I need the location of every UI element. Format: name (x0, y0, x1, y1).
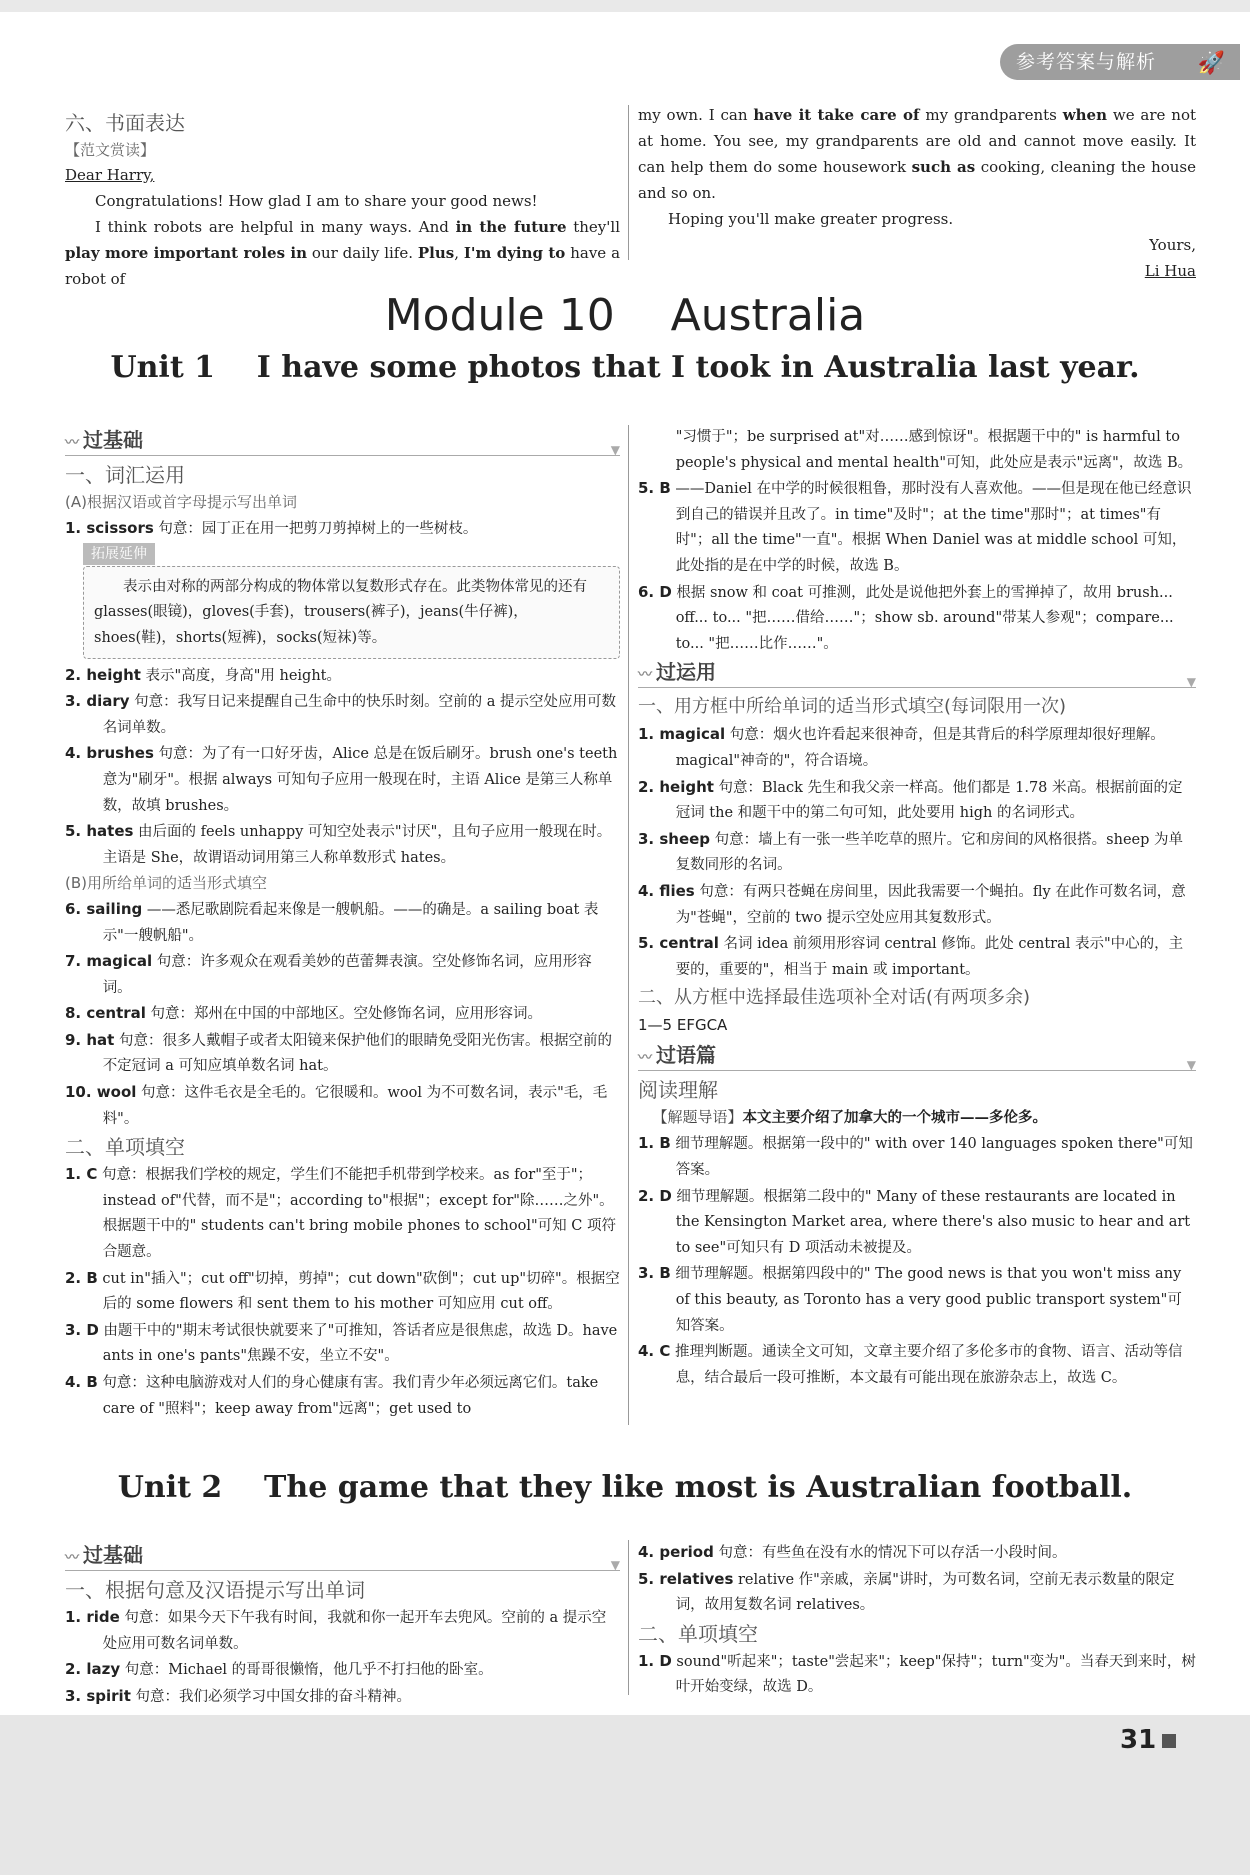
arrow-icon: ▼ (610, 1558, 620, 1572)
square-icon (1162, 1734, 1176, 1748)
writing-left (65, 108, 620, 292)
list-item: 2. lazy 句意：Michael 的哥哥很懒惰，他几乎不打扫他的卧室。 (65, 1660, 493, 1679)
column-divider (628, 425, 629, 1425)
list-item: 2. height 句意：Black 先生和我父亲一样高。他们都是 1.78 米高。根据前面的定冠词 the 和题干中的第二句可知，此处要用 high 的名词形式。 (638, 777, 1183, 822)
list-item: 4. B 句意：这种电脑游戏对人们的身心健康有害。我们青少年必须远离它们。take care of "照料"；keep away from"远离"；get used to (65, 1373, 599, 1417)
list-item: 1. scissors 句意：园丁正在用一把剪刀剪掉树上的一些树枝。 (65, 518, 478, 537)
arrow-icon: ▼ (1186, 1057, 1196, 1072)
extension-tag: 拓展延伸 (83, 543, 155, 565)
greeting: Dear Harry, (65, 166, 155, 184)
unit2-right (638, 1540, 1196, 1701)
writing-p2: I think robots are helpful in many ways. And in the future they'll play more important roles in our daily life. Plus, I'm dying to have a robot of (65, 218, 621, 288)
writing-heading: 六、书面表达 (65, 111, 185, 135)
top-band (0, 0, 1250, 12)
list-item: 3. sheep 句意：墙上有一张一些羊吃草的照片。它和房间的风格很搭。sheep 为单复数同形的名词。 (638, 829, 1184, 874)
list-item-continued: "习惯于"；be surprised at"对……感到惊讶"。根据题干中的" is harmful to people's physical and mental health"可知，此处应是表示"远离"，故选 B。 (675, 429, 1193, 471)
unit2-left (65, 1540, 620, 1710)
writing-label: 【范文赏读】 (65, 141, 156, 159)
wave-icon: 〰 (638, 667, 650, 684)
extension-box: 表示由对称的两部分构成的物体常以复数形式存在。此类物体常见的还有 glasses(眼镜)，gloves(手套)，trousers(裤子)，jeans(牛仔裤)，shoes(鞋)，shorts(短裤)，socks(短袜)等。 (83, 566, 620, 659)
partA-label: (A)根据汉语或首字母提示写出单词 (65, 493, 297, 511)
list-item: 1. ride 句意：如果今天下午我有时间，我就和你一起开车去兜风。空前的 a 提示空处应用可数名词单数。 (65, 1608, 607, 1652)
list-item: 4. C 推理判断题。通读全文可知，文章主要介绍了多伦多市的食物、语言、活动等信息，结合最后一段可推断，本文最有可能出现在旅游杂志上，故选 C。 (638, 1342, 1183, 1386)
list-item: 3. B 细节理解题。根据第四段中的" The good news is that you won't miss any of this beauty, as Toronto has a very good public transport system"可知答案。 (638, 1264, 1182, 1334)
list-item: 6. D 根据 snow 和 coat 可推测，此处是说他把外套上的雪掸掉了，故用 brush... off... to... "把……借给……"；show sb. around"带某人参观"；compare... to... "把……比作……"。 (638, 582, 1174, 652)
signature: Li Hua (1144, 262, 1196, 280)
reading-heading: 阅读理解 (638, 1077, 718, 1102)
list-item: 2. D 细节理解题。根据第二段中的" Many of these restaurants are located in the Kensington Market area, where there's also music to hear and art to see"可知只有 D 项活动未被提及。 (638, 1186, 1191, 1256)
unit1-right (638, 425, 1196, 1391)
arrow-icon: ▼ (1186, 675, 1196, 690)
module-title: Module 10 Australia (384, 290, 866, 341)
answer-section-tag (1000, 44, 1240, 80)
list-item: 2. B cut in"插入"；cut off"切掉，剪掉"；cut down"砍倒"；cut up"切碎"。根据空后的 some flowers 和 sent them to his mother 可知应用 cut off。 (65, 1268, 620, 1313)
list-item: 8. central 句意：郑州在中国的中部地区。空处修饰名词，应用形容词。 (65, 1004, 543, 1023)
list-item: 1. C 句意：根据我们学校的规定，学生们不能把手机带到学校来。as for"至于"；instead of"代替，而不是"；according to"根据"；except for"除……之外"。根据题干中的" students can't bring mobile phones to school"可知 C 项符合题意。 (65, 1165, 616, 1261)
list-item: 4. period 句意：有些鱼在没有水的情况下可以存活一小段时间。 (638, 1543, 1067, 1561)
writing-p4: Hoping you'll make greater progress. (668, 210, 954, 228)
section-use: 〰 过运用 ▼ (638, 657, 1196, 688)
list-item: 5. B ——Daniel 在中学的时候很粗鲁，那时没有人喜欢他。——但是现在他已经意识到自己的错误并且改了。in time"及时"；at the time"那时"；at times"有时"；all the time"一直"。根据 When Daniel was at middle school 可知，此处指的是在中学的时候，故选 B。 (638, 479, 1192, 574)
arrow-icon: ▼ (610, 443, 620, 457)
list-item: 5. relatives relative 作"亲戚，亲属"讲时，为可数名词，空前无表示数量的限定词，故用复数名词 relatives。 (638, 1569, 1175, 1614)
single-choice-heading: 二、单项填空 (65, 1135, 185, 1160)
column-divider (628, 1540, 629, 1695)
writing-p1: Congratulations! How glad I am to share your good news! (95, 192, 538, 210)
fill-heading: 一、用方框中所给单词的适当形式填空(每词限用一次) (638, 696, 1067, 718)
unit2-title: Unit 2 The game that they like most is Australian football. (117, 1470, 1133, 1505)
list-item: 1. B 细节理解题。根据第一段中的" with over 140 languages spoken there"可知答案。 (638, 1134, 1193, 1179)
single-choice-heading: 二、单项填空 (638, 1621, 758, 1646)
section-basic: 〰 过基础 ▼ (65, 425, 620, 456)
list-item: 6. sailing ——悉尼歌剧院看起来像是一艘帆船。——的确是。a sailing boat 表示"一艘帆船"。 (65, 899, 599, 944)
wave-icon: 〰 (638, 1049, 650, 1066)
tag-text: 参考答案与解析 (1016, 51, 1157, 73)
list-item: 1. D sound"听起来"；taste"尝起来"；keep"保持"；turn"变为"。当春天到来时，树叶开始变绿，故选 D。 (638, 1651, 1196, 1696)
list-item: 3. diary 句意：我写日记来提醒自己生命中的快乐时刻。空前的 a 提示空处应用可数名词单数。 (65, 692, 617, 736)
column-divider (628, 105, 629, 260)
list-item: 3. D 由题干中的"期末考试很快就要来了"可推知，答话者应是很焦虑，故选 D。have ants in one's pants"焦躁不安，坐立不安"。 (65, 1320, 618, 1365)
list-item: 4. brushes 句意：为了有一口好牙齿，Alice 总是在饭后刷牙。brush one's teeth 意为"刷牙"。根据 always 可知句子应用一般现在时，主语 Alice 是第三人称单数，故填 brushes。 (65, 744, 618, 814)
words-heading: 一、根据句意及汉语提示写出单词 (65, 1578, 365, 1602)
section-reading: 〰 过语篇 ▼ (638, 1040, 1196, 1071)
list-item: 7. magical 句意：许多观众在观看美妙的芭蕾舞表演。空处修饰名词，应用形容词。 (65, 952, 592, 996)
list-item: 5. hates 由后面的 feels unhappy 可知空处表示"讨厌"，且句子应用一般现在时。主语是 She，故谓语动词用第三人称单数形式 hates。 (65, 822, 612, 866)
closing: Yours, (1149, 236, 1196, 254)
section-basic: 〰 过基础 ▼ (65, 1540, 620, 1571)
list-item: 3. spirit 句意：我们必须学习中国女排的奋斗精神。 (65, 1686, 411, 1705)
unit1-title: Unit 1 I have some photos that I took in Australia last year. (110, 350, 1140, 385)
list-item: 2. height 表示"高度，身高"用 height。 (65, 665, 341, 684)
partB-label: (B)用所给单词的适当形式填空 (65, 874, 267, 893)
dialog-heading: 二、从方框中选择最佳选项补全对话(有两项多余) (638, 987, 1031, 1009)
wave-icon: 〰 (65, 1550, 77, 1566)
wave-icon: 〰 (65, 435, 77, 451)
rocket-icon: 🚀 (1197, 51, 1226, 76)
writing-p3: my own. I can have it take care of my grandparents when we are not at home. You see, my grandparents are old and cannot move easily. It can help them do some housework such as cooking, cleaning the house and so on. (638, 106, 1197, 202)
list-item: 10. wool 句意：这件毛衣是全毛的。它很暖和。wool 为不可数名词，表示"毛，毛料"。 (65, 1083, 608, 1127)
list-item: 4. flies 句意：有两只苍蝇在房间里，因此我需要一个蝇拍。fly 在此作可数名词，意为"苍蝇"，空前的 two 提示空处应用其复数形式。 (638, 881, 1186, 926)
footer-band (0, 1715, 1250, 1875)
list-item: 1. magical 句意：烟火也许看起来很神奇，但是其背后的科学原理却很好理解。magical"神奇的"，符合语境。 (638, 725, 1165, 769)
dialog-answer: 1—5 EFGCA (638, 1016, 728, 1035)
writing-right (638, 102, 1196, 284)
page-number: 31 (1120, 1725, 1176, 1755)
list-item: 5. central 名词 idea 前须用形容词 central 修饰。此处 central 表示"中心的，主要的，重要的"，相当于 main 或 important。 (638, 934, 1184, 978)
unit1-left (65, 425, 620, 1422)
guide: 【解题导语】本文主要介绍了加拿大的一个城市——多伦多。 (652, 1107, 1048, 1126)
vocab-heading: 一、词汇运用 (65, 463, 185, 487)
list-item: 9. hat 句意：很多人戴帽子或者太阳镜来保护他们的眼睛免受阳光伤害。根据空前的不定冠词 a 可知应填单数名词 hat。 (65, 1030, 612, 1075)
